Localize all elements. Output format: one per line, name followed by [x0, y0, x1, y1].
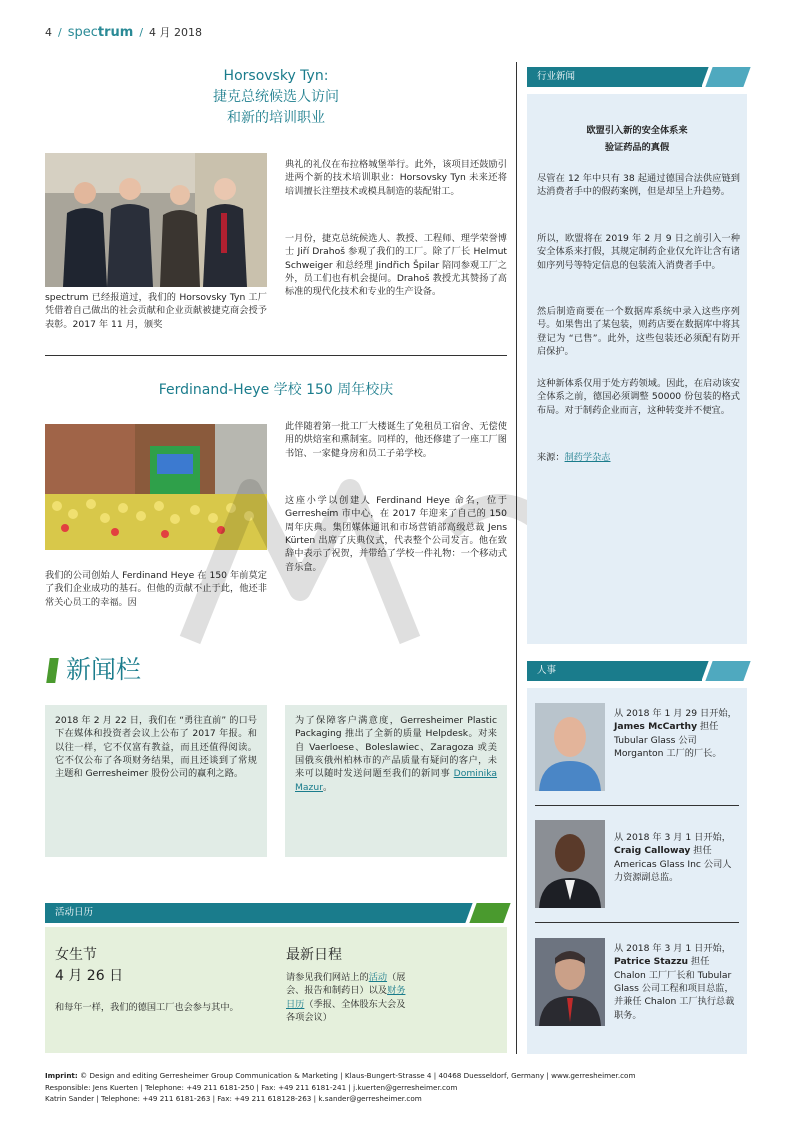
newsbar-box-annual-report: 2018 年 2 月 22 日，我们在 “勇往直前” 的口号下在媒体和投资者会议上公布了 2017 年报。和以往一样，它不仅富有教益，而且还值得阅读。它不仅公布了各项财务结果，而且还谈到了常规主题和 Gerresheimer 股份公司的赢利之路。 — [45, 705, 267, 857]
industry-source: 来源：制药学杂志 — [537, 452, 611, 463]
article1-right-para2: 一月份，捷克总统候选人、教授、工程师、理学荣誉博士 Jiří Drahoš 参观了我们的工厂。除了厂长 Helmut Schweiger 和总经理 Jindřich Špilar 陪同参观工厂之外，员工们也有机会提问。Drahoš 教授尤其赞扬了高标准的现代化技术和专业的生产设备。 — [285, 233, 507, 298]
article-divider — [45, 355, 507, 356]
article2-right-para1: 此伴随着第一批工厂大楼诞生了免租员工宿舍、无偿使用的烘焙室和熏制室。同样的，他还修建了一座工厂图书馆、一家健身房和员工子弟学校。 — [285, 421, 507, 459]
events-link[interactable]: 活动 — [368, 972, 388, 983]
article2-right-para2: 这座小学以创建人 Ferdinand Heye 命名，位于 Gerresheim 市中心，在 2017 年迎来了自己的 150 周年庆典。集团媒体通讯和市场营销部高级总裁 Jens Kürten 出席了庆典仪式，代表整个公司发言。他在致辞中表示了祝贺，并带给了学校一件礼物：一个移动式音乐盒。 — [285, 495, 507, 573]
personnel-item-3: 从 2018 年 3 月 1 日开始，Patrice Stazzu 担任 Chalon 工厂厂长和 Tubular Glass 公司工程和项目总监，并兼任 Chalon 工厂执行总裁职务。 — [614, 943, 735, 1021]
event-schedule-text: 请参见我们网站上的活动（展会、报告和制药日）以及财务日历（季报、全体股东大会及各项会议） — [286, 972, 406, 1024]
avatar — [535, 820, 605, 908]
article1-right-para1: 典礼的礼仪在布拉格城堡举行。此外，该项目还鼓励引进两个新的技术培训职业：Horsovsky Tyn 未来还将培训擅长注塑技术或模具制造的装配钳工。 — [285, 159, 507, 197]
industry-para4: 这种新体系仅用于处方药领域。因此，在启动该安全体系之前，德国必须调整 50000 份包装的格式布局。对于制药企业而言，这种转变并不便宜。 — [537, 378, 740, 416]
industry-heading: 欧盟引入新的安全体系来 验证药品的真假 — [586, 125, 688, 154]
article2-title: Ferdinand-Heye 学校 150 周年校庆 — [158, 382, 394, 398]
article2-photo — [45, 424, 267, 550]
article1-left-text: spectrum 已经报道过，我们的 Horsovsky Tyn 工厂凭借着自己做出的社会贡献和企业贡献被捷克商会授予表彰。2017 年 11 月，颁奖 — [45, 292, 267, 330]
avatar — [535, 703, 605, 791]
page-header: 4 / spectrum / 4 月 2018 — [45, 25, 203, 40]
events-bar: 活动日历 — [45, 903, 507, 923]
brand-logo: spectrum — [67, 25, 134, 40]
financial-calendar-link[interactable]: 财务日历 — [286, 985, 406, 1010]
newsbar-title: 新闻栏 — [66, 655, 142, 684]
article1-photo — [45, 153, 267, 287]
industry-bar: 行业新闻 — [527, 67, 747, 87]
avatar — [535, 938, 605, 1026]
event-girls-day-text: 和每年一样，我们的德国工厂也会参与其中。 — [55, 1002, 239, 1013]
source-link[interactable]: 制药学杂志 — [564, 452, 611, 463]
personnel-divider — [535, 922, 739, 923]
industry-para2: 所以，欧盟将在 2019 年 2 月 9 日之前引入一种安全体系来打假，其规定制药企业仅允许让含有诸如序列号等特定信息的包装流入消费者手中。 — [537, 233, 740, 271]
personnel-divider — [535, 805, 739, 806]
industry-para3: 然后制造商要在一个数据库系统中录入这些序列号。如果售出了某包装，则药店要在数据库中将其登记为 “已售”。此外，这些包装还必须配有防开启保护。 — [537, 306, 740, 358]
event-title-schedule: 最新日程 — [286, 947, 342, 963]
personnel-bar: 人事 — [527, 661, 747, 681]
newsbar-marker — [46, 658, 59, 683]
page-number: 4 — [45, 26, 52, 39]
event-title-girls-day: 女生节 4 月 26 日 — [55, 947, 124, 984]
industry-para1: 尽管在 12 年中只有 38 起通过德国合法供应链到达消费者手中的假药案例，但是却呈上升趋势。 — [537, 173, 740, 198]
footer-imprint: Imprint: © Design and editing Gerresheimer Group Communication & Marketing | Klaus-Bungert-Strasse 4 | 40468 Duesseldorf, Germany | www.gerresheimer.com Responsible: Jens Kuerten | Telephone: +49 211 6181-250 | Fax: +49 211 6181-241 | j.kuerten@gerresheimer.com Katrin Sander | Telephone: +49 211 6181-263 | Fax: +49 211 618128-263 | k.sander@gerresheimer.com — [45, 1071, 636, 1104]
personnel-item-2: 从 2018 年 3 月 1 日开始，Craig Calloway 担任 Americas Glass Inc 公司人力资源副总监。 — [614, 832, 732, 884]
dominika-mazur-link[interactable]: Dominika Mazur — [295, 768, 498, 793]
issue-date: 4 月 2018 — [149, 26, 203, 39]
newsbar-box-helpdesk: 为了保障客户满意度，Gerresheimer Plastic Packaging 推出了全新的质量 Helpdesk。对来自 Vaerloese、Boleslawiec、Zaragoza 或美国俄亥俄州柏林市的产品质量有疑问的客户，未来可以随时发送问题至我们的新同事 Dominika Mazur。 — [285, 705, 507, 857]
personnel-item-1: 从 2018 年 1 月 29 日开始，James McCarthy 担任 Tubular Glass 公司 Morganton 工厂的厂长。 — [614, 708, 737, 760]
article2-left-text: 我们的公司创始人 Ferdinand Heye 在 150 年前莫定了我们企业成功的基石。但他的贡献不止于此，他还非常关心员工的幸福。因 — [45, 570, 267, 608]
column-divider — [516, 62, 517, 1054]
article1-title: Horsovsky Tyn: 捷克总统候选人访问 和新的培训职业 — [213, 68, 339, 126]
